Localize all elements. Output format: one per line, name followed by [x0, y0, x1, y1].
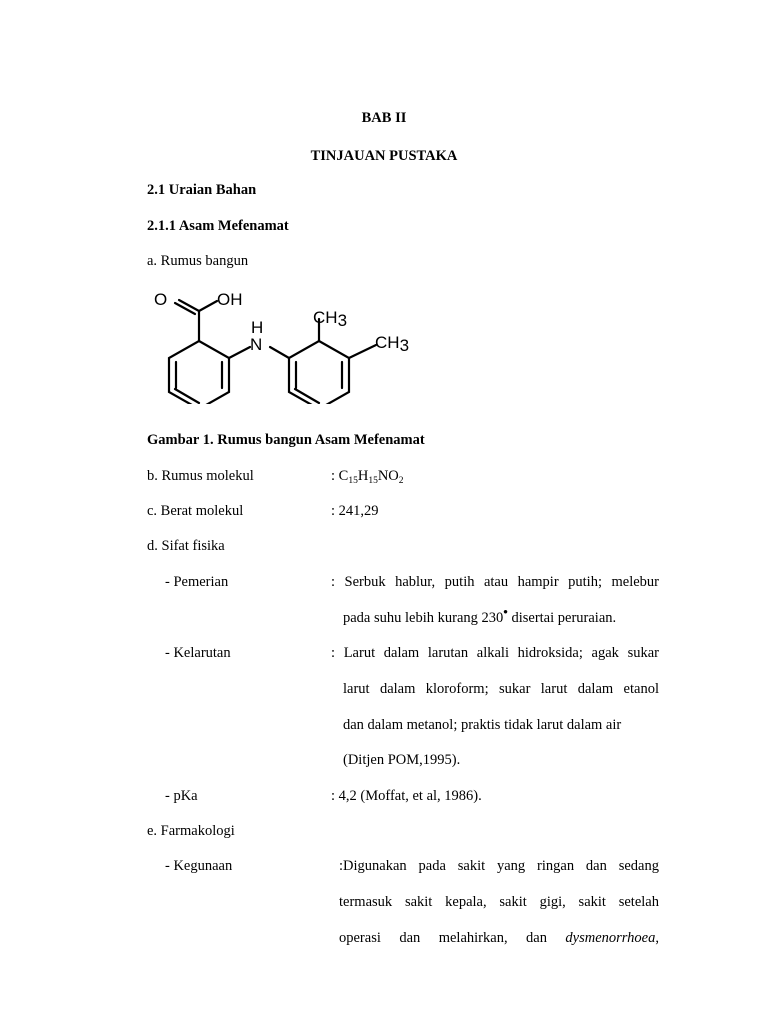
- item-a-label: a. Rumus bangun: [147, 253, 249, 269]
- sifat-fisika-label: d. Sifat fisika: [147, 538, 225, 554]
- kelarutan-line-2: larut dalam kloroform; sukar larut dalam etanol: [343, 681, 659, 697]
- methyl-right-label: CH3: [375, 333, 410, 355]
- benzoic-ring: [169, 341, 229, 404]
- kegunaan-line-1: :Digunakan pada sakit yang ringan dan sedang: [339, 858, 659, 874]
- kelarutan-label: - Kelarutan: [165, 645, 231, 661]
- subsection-heading: 2.1.1 Asam Mefenamat: [147, 218, 289, 234]
- kelarutan-line-3: dan dalam metanol; praktis tidak larut dalam air: [343, 717, 622, 733]
- hydroxyl-label: OH: [217, 290, 243, 309]
- methyl-top-label: CH3: [313, 308, 348, 330]
- pka-label: - pKa: [165, 788, 198, 804]
- kelarutan-line-1: : Larut dalam larutan alkali hidroksida; agak sukar: [331, 645, 659, 661]
- kegunaan-line-3: operasi dan melahirkan, dan dysmenorrhoea,: [339, 930, 659, 946]
- kelarutan-line-4: (Ditjen POM,1995).: [343, 752, 461, 768]
- oxygen-label: O: [154, 290, 168, 309]
- structural-formula: [150, 284, 440, 404]
- amine-n-label: N: [250, 335, 263, 354]
- rumus-molekul-value: : $C_{15}H_{15}NO_2$: [331, 468, 404, 486]
- methyl-bond-right: [349, 345, 376, 358]
- pemerian-label: - Pemerian: [165, 574, 229, 590]
- kegunaan-label: - Kegunaan: [165, 858, 233, 874]
- pka-value: : 4,2 (Moffat, et al, 1986).: [331, 788, 482, 804]
- rumus-molekul-label: b. Rumus molekul: [147, 468, 254, 484]
- figure-caption: Gambar 1. Rumus bangun Asam Mefenamat: [147, 432, 425, 448]
- amine-bond-left: [229, 347, 250, 358]
- pemerian-line-2: pada suhu lebih kurang 230• disertai peruraian.: [343, 604, 617, 626]
- chapter-heading: BAB II: [361, 110, 407, 126]
- amine-h-label: H: [251, 318, 264, 337]
- pemerian-line-1: : Serbuk hablur, putih atau hampir putih; melebur: [331, 574, 659, 590]
- farmakologi-label: e. Farmakologi: [147, 823, 235, 839]
- kegunaan-line-2: termasuk sakit kepala, sakit gigi, sakit setelah: [339, 894, 659, 910]
- berat-molekul-value: : 241,29: [331, 503, 379, 519]
- chapter-title: TINJAUAN PUSTAKA: [310, 148, 458, 164]
- amine-bond-right: [270, 347, 289, 358]
- berat-molekul-label: c. Berat molekul: [147, 503, 244, 519]
- section-heading: 2.1 Uraian Bahan: [147, 182, 257, 198]
- xylyl-ring: [289, 341, 349, 404]
